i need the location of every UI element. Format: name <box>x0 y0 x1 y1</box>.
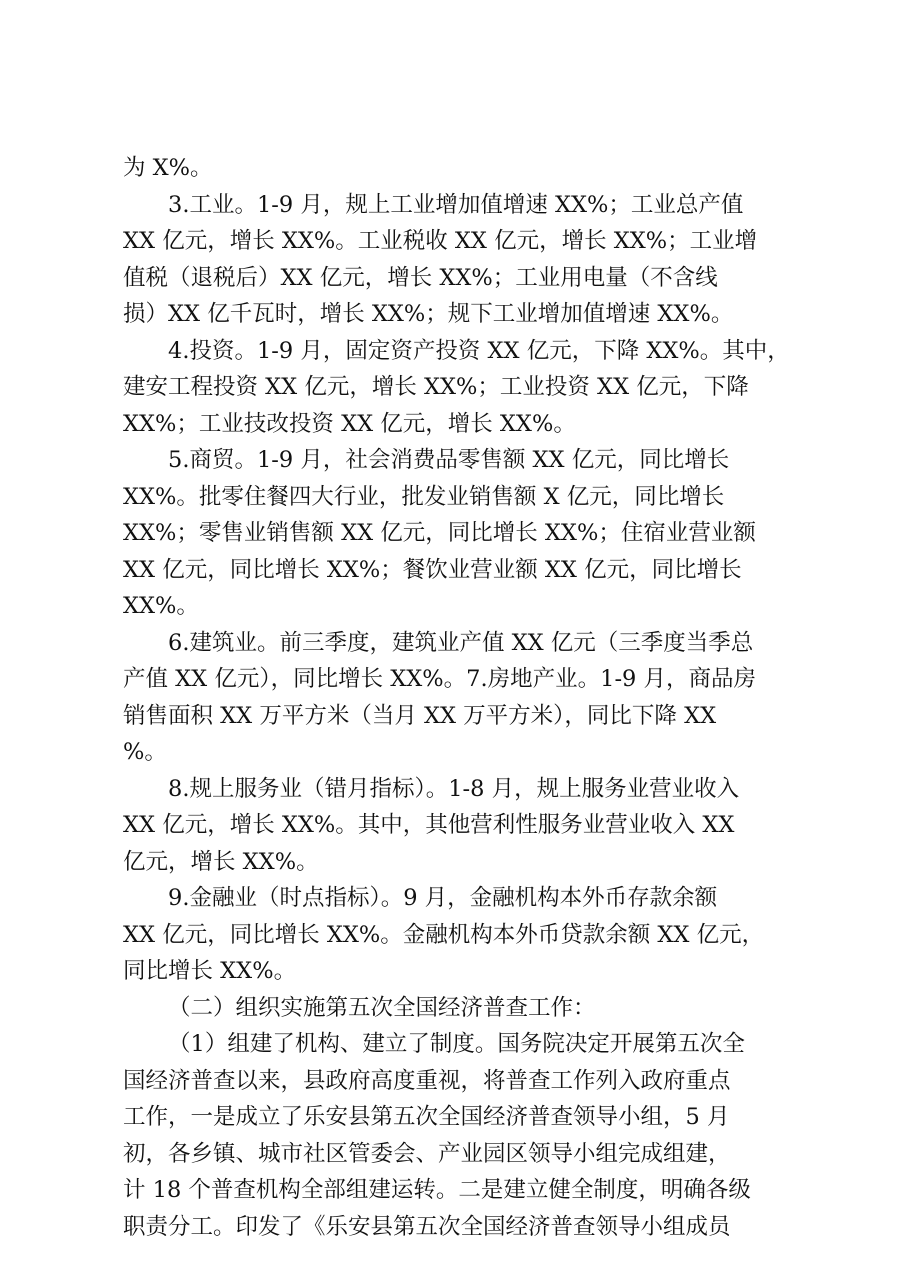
text-line: 4.投资。1-9 月，固定资产投资 XX 亿元，下降 XX%。其中， <box>168 337 790 364</box>
text-line: 5.商贸。1-9 月，社会消费品零售额 XX 亿元，同比增长 <box>168 447 730 473</box>
text-line: 初，各乡镇、城市社区管委会、产业园区领导小组完成组建， <box>123 1140 731 1167</box>
text-line: 3.工业。1-9 月，规上工业增加值增速 XX%；工业总产值 <box>168 191 744 218</box>
text-line: XX 亿元，增长 XX%。工业税收 XX 亿元，增长 XX%；工业增 <box>123 228 758 254</box>
text-line: XX%；零售业销售额 XX 亿元，同比增长 XX%；住宿业营业额 <box>123 520 756 546</box>
text-line: 建安工程投资 XX 亿元，增长 XX%；工业投资 XX 亿元，下降 <box>123 374 749 400</box>
text-line: 亿元，增长 XX%。 <box>123 848 319 875</box>
text-line: 损）XX 亿千瓦时，增长 XX%；规下工业增加值增速 XX%。 <box>123 301 734 327</box>
text-line: 为 X%。 <box>123 155 213 181</box>
text-line: 工作，一是成立了乐安县第五次全国经济普查领导小组，5 月 <box>123 1104 730 1130</box>
document-body <box>123 150 798 1245</box>
text-line: 计 18 个普查机构全部组建运转。二是建立健全制度，明确各级 <box>123 1177 751 1203</box>
text-line: 值税（退税后）XX 亿元，增长 XX%；工业用电量（不含线 <box>123 264 718 291</box>
text-line: 产值 XX 亿元），同比增长 XX%。7.房地产业。1-9 月，商品房 <box>123 666 757 692</box>
text-line: 8.规上服务业（错月指标）。1-8 月，规上服务业营业收入 <box>168 775 740 802</box>
text-line: XX 亿元，同比增长 XX%；餐饮业营业额 XX 亿元，同比增长 <box>123 556 742 583</box>
text-line: 同比增长 XX%。 <box>123 958 297 984</box>
text-line: （1）组建了机构、建立了制度。国务院决定开展第五次全 <box>168 1031 745 1057</box>
text-line: XX%。批零住餐四大行业，批发业销售额 X 亿元，同比增长 <box>123 483 725 510</box>
text-line: 国经济普查以来，县政府高度重视，将普查工作列入政府重点 <box>123 1067 731 1094</box>
text-line: 销售面积 XX 万平方米（当月 XX 万平方米），同比下降 XX <box>123 702 717 729</box>
text-line: %。 <box>123 739 167 765</box>
text-line: XX%；工业技改投资 XX 亿元，增长 XX%。 <box>123 410 576 437</box>
section-heading: （二）组织实施第五次全国经济普查工作： <box>168 994 596 1021</box>
text-line: 6.建筑业。前三季度，建筑业产值 XX 亿元（三季度当季总 <box>168 629 754 656</box>
text-line: 9.金融业（时点指标）。9 月，金融机构本外币存款余额 <box>168 885 718 911</box>
text-line: XX%。 <box>123 593 199 619</box>
text-line: XX 亿元，增长 XX%。其中，其他营利性服务业营业收入 XX <box>123 812 735 838</box>
text-line: 职责分工。印发了《乐安县第五次全国经济普查领导小组成员 <box>123 1213 731 1240</box>
text-line: XX 亿元，同比增长 XX%。金融机构本外币贷款余额 XX 亿元， <box>123 921 765 948</box>
